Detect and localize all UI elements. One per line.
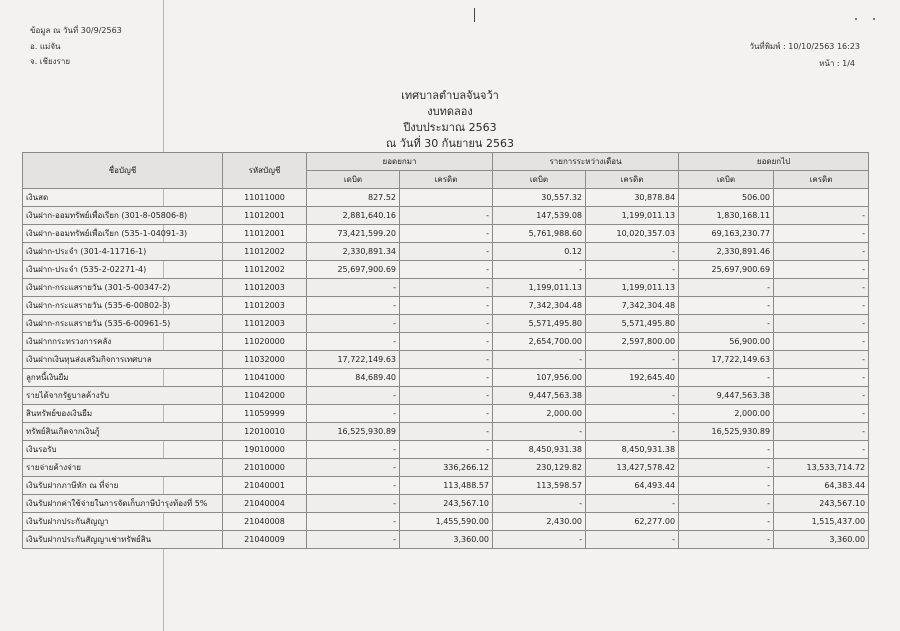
cell-during-credit: 30,878.84	[586, 189, 679, 207]
cell-during-debit: 5,571,495.80	[493, 315, 586, 333]
cell-closing-debit: 25,697,900.69	[679, 261, 774, 279]
cell-during-debit: 2,654,700.00	[493, 333, 586, 351]
cell-opening-debit: -	[307, 459, 400, 477]
cell-account-name: รายจ่ายค้างจ่าย	[23, 459, 223, 477]
cell-during-credit: -	[586, 387, 679, 405]
cell-during-credit: 2,597,800.00	[586, 333, 679, 351]
cell-during-debit: -	[493, 531, 586, 549]
cell-account-name: เงินรับฝากประกันสัญญา	[23, 513, 223, 531]
cell-account-code: 21040004	[223, 495, 307, 513]
cell-opening-debit: -	[307, 279, 400, 297]
cell-during-debit: 230,129.82	[493, 459, 586, 477]
cell-during-credit: -	[586, 261, 679, 279]
cell-during-credit: -	[586, 423, 679, 441]
cell-opening-debit: -	[307, 477, 400, 495]
cell-during-debit: 2,430.00	[493, 513, 586, 531]
scan-dot	[855, 18, 857, 20]
table-row	[23, 405, 869, 423]
cell-during-credit: 13,427,578.42	[586, 459, 679, 477]
cell-during-debit: 0.12	[493, 243, 586, 261]
cell-account-name: เงินรับฝากประกันสัญญาเช่าทรัพย์สิน	[23, 531, 223, 549]
col-account-name: ชื่อบัญชี	[23, 153, 223, 189]
cell-closing-credit: 3,360.00	[774, 531, 869, 549]
cell-during-debit: 113,598.57	[493, 477, 586, 495]
cell-opening-credit: -	[400, 423, 493, 441]
cell-account-name: เงินรอรับ	[23, 441, 223, 459]
cell-account-code: 11012003	[223, 279, 307, 297]
cell-opening-credit: -	[400, 279, 493, 297]
cell-closing-credit: -	[774, 387, 869, 405]
data-date: ข้อมูล ณ วันที่ 30/9/2563	[30, 26, 122, 35]
col-opening: ยอดยกมา	[307, 153, 493, 171]
cell-account-code: 11041000	[223, 369, 307, 387]
report-title: งบทดลอง	[427, 105, 473, 118]
col-closing: ยอดยกไป	[679, 153, 869, 171]
cell-closing-debit: -	[679, 477, 774, 495]
cell-opening-credit: -	[400, 441, 493, 459]
cell-opening-credit: -	[400, 297, 493, 315]
cell-opening-debit: -	[307, 405, 400, 423]
cell-during-debit: 1,199,011.13	[493, 279, 586, 297]
cell-opening-credit: 243,567.10	[400, 495, 493, 513]
col-during-credit: เครดิต	[586, 171, 679, 189]
cell-during-debit: 30,557.32	[493, 189, 586, 207]
cell-account-code: 11012001	[223, 207, 307, 225]
cell-opening-credit: -	[400, 243, 493, 261]
cell-closing-credit: 64,383.44	[774, 477, 869, 495]
cell-during-credit: 7,342,304.48	[586, 297, 679, 315]
cell-closing-debit: 69,163,230.77	[679, 225, 774, 243]
col-opening-debit: เดบิต	[307, 171, 400, 189]
cell-closing-credit: 243,567.10	[774, 495, 869, 513]
cell-account-code: 12010010	[223, 423, 307, 441]
cell-closing-debit: 17,722,149.63	[679, 351, 774, 369]
cell-closing-credit: -	[774, 297, 869, 315]
cell-closing-debit: -	[679, 315, 774, 333]
cell-closing-credit	[774, 189, 869, 207]
cell-closing-credit: -	[774, 351, 869, 369]
trial-balance-table	[22, 152, 869, 549]
cell-closing-credit: -	[774, 207, 869, 225]
cell-closing-debit: 506.00	[679, 189, 774, 207]
cell-closing-credit: 1,515,437.00	[774, 513, 869, 531]
cell-opening-debit: 84,689.40	[307, 369, 400, 387]
cell-opening-credit: -	[400, 333, 493, 351]
cell-opening-credit: 1,455,590.00	[400, 513, 493, 531]
cell-closing-credit: -	[774, 243, 869, 261]
cell-account-name: เงินฝากกระทรวงการคลัง	[23, 333, 223, 351]
cell-opening-credit: -	[400, 315, 493, 333]
cell-closing-debit: 2,330,891.46	[679, 243, 774, 261]
cell-closing-credit: -	[774, 315, 869, 333]
cell-closing-debit: 56,900.00	[679, 333, 774, 351]
cell-closing-debit: 1,830,168.11	[679, 207, 774, 225]
cell-during-debit: -	[493, 423, 586, 441]
table-row	[23, 315, 869, 333]
cell-account-name: เงินรับฝากค่าใช้จ่ายในการจัดเก็บภาษีบำรุงท้องที่ 5%	[23, 495, 223, 513]
cell-opening-debit: -	[307, 333, 400, 351]
col-closing-credit: เครดิต	[774, 171, 869, 189]
cell-opening-debit: -	[307, 315, 400, 333]
cell-during-debit: 9,447,563.38	[493, 387, 586, 405]
cell-closing-debit: -	[679, 369, 774, 387]
cell-closing-credit: -	[774, 369, 869, 387]
col-during-debit: เดบิต	[493, 171, 586, 189]
table-row	[23, 477, 869, 495]
table-row	[23, 387, 869, 405]
table-row	[23, 297, 869, 315]
table-row	[23, 423, 869, 441]
print-date: วันที่พิมพ์ : 10/10/2563 16:23	[749, 42, 860, 51]
cell-closing-debit: 2,000.00	[679, 405, 774, 423]
district: อ. แม่จัน	[30, 42, 61, 51]
cell-during-debit: 5,761,988.60	[493, 225, 586, 243]
cell-closing-debit: -	[679, 531, 774, 549]
scan-mark	[474, 8, 475, 22]
cell-closing-debit: -	[679, 495, 774, 513]
cell-account-name: เงินฝากเงินทุนส่งเสริมกิจการเทศบาล	[23, 351, 223, 369]
cell-during-credit: -	[586, 243, 679, 261]
cell-during-credit: 1,199,011.13	[586, 207, 679, 225]
cell-closing-debit: 16,525,930.89	[679, 423, 774, 441]
cell-account-name: ทรัพย์สินเกิดจากเงินกู้	[23, 423, 223, 441]
table-row	[23, 351, 869, 369]
cell-opening-debit: 17,722,149.63	[307, 351, 400, 369]
cell-during-debit: 8,450,931.38	[493, 441, 586, 459]
cell-account-code: 11059999	[223, 405, 307, 423]
cell-account-code: 11012002	[223, 261, 307, 279]
cell-closing-credit: -	[774, 333, 869, 351]
cell-account-name: ลูกหนี้เงินยืม	[23, 369, 223, 387]
cell-closing-credit: -	[774, 441, 869, 459]
cell-account-code: 11020000	[223, 333, 307, 351]
cell-during-debit: 7,342,304.48	[493, 297, 586, 315]
cell-closing-debit: 9,447,563.38	[679, 387, 774, 405]
cell-opening-credit: -	[400, 207, 493, 225]
cell-opening-debit: -	[307, 441, 400, 459]
cell-during-debit: 147,539.08	[493, 207, 586, 225]
cell-account-name: รายได้จากรัฐบาลค้างรับ	[23, 387, 223, 405]
cell-during-credit: 10,020,357.03	[586, 225, 679, 243]
province: จ. เชียงราย	[30, 57, 71, 66]
cell-closing-debit: -	[679, 279, 774, 297]
cell-opening-credit: -	[400, 387, 493, 405]
cell-account-code: 21010000	[223, 459, 307, 477]
cell-account-code: 11042000	[223, 387, 307, 405]
cell-during-debit: -	[493, 351, 586, 369]
cell-account-name: เงินฝาก-ออมทรัพย์เพื่อเรียก (301-8-05806-8)	[23, 207, 223, 225]
cell-opening-credit: -	[400, 261, 493, 279]
cell-account-code: 21040001	[223, 477, 307, 495]
cell-opening-credit: 336,266.12	[400, 459, 493, 477]
page-number: หน้า : 1/4	[819, 59, 855, 68]
table-row	[23, 189, 869, 207]
cell-account-code: 11012003	[223, 315, 307, 333]
cell-opening-debit: -	[307, 387, 400, 405]
cell-opening-credit: 113,488.57	[400, 477, 493, 495]
cell-closing-debit: -	[679, 297, 774, 315]
cell-opening-credit: -	[400, 369, 493, 387]
fiscal-year: ปีงบประมาณ 2563	[403, 121, 497, 134]
cell-account-name: สินทรัพย์ของเงินยืม	[23, 405, 223, 423]
cell-during-credit: 62,277.00	[586, 513, 679, 531]
cell-during-credit: -	[586, 405, 679, 423]
table-row	[23, 261, 869, 279]
cell-account-name: เงินฝาก-ออมทรัพย์เพื่อเรียก (535-1-04091-3)	[23, 225, 223, 243]
cell-account-code: 11032000	[223, 351, 307, 369]
cell-account-code: 19010000	[223, 441, 307, 459]
table-row	[23, 459, 869, 477]
scan-dot	[873, 18, 875, 20]
cell-closing-credit: -	[774, 423, 869, 441]
cell-during-debit: 2,000.00	[493, 405, 586, 423]
cell-account-name: เงินฝาก-กระแสรายวัน (535-6-00961-5)	[23, 315, 223, 333]
cell-account-code: 11012002	[223, 243, 307, 261]
cell-closing-credit: -	[774, 261, 869, 279]
cell-opening-debit: 2,881,640.16	[307, 207, 400, 225]
table-row	[23, 207, 869, 225]
cell-account-name: เงินสด	[23, 189, 223, 207]
cell-during-credit: 1,199,011.13	[586, 279, 679, 297]
table-row	[23, 225, 869, 243]
cell-during-credit: 5,571,495.80	[586, 315, 679, 333]
cell-during-credit: -	[586, 495, 679, 513]
table-row	[23, 513, 869, 531]
cell-during-debit: -	[493, 261, 586, 279]
cell-opening-credit: -	[400, 405, 493, 423]
table-row	[23, 279, 869, 297]
cell-closing-debit: -	[679, 513, 774, 531]
table-row	[23, 495, 869, 513]
cell-closing-credit: -	[774, 405, 869, 423]
cell-closing-debit: -	[679, 441, 774, 459]
cell-opening-debit: -	[307, 513, 400, 531]
cell-during-credit: 192,645.40	[586, 369, 679, 387]
cell-opening-debit: 2,330,891.34	[307, 243, 400, 261]
cell-account-name: เงินฝาก-ประจำ (301-4-11716-1)	[23, 243, 223, 261]
cell-opening-debit: 16,525,930.89	[307, 423, 400, 441]
table-row	[23, 531, 869, 549]
cell-opening-credit: 3,360.00	[400, 531, 493, 549]
col-opening-credit: เครดิต	[400, 171, 493, 189]
table-row	[23, 333, 869, 351]
cell-during-debit: 107,956.00	[493, 369, 586, 387]
cell-account-code: 21040009	[223, 531, 307, 549]
cell-opening-debit: -	[307, 531, 400, 549]
table-row	[23, 243, 869, 261]
cell-closing-credit: -	[774, 225, 869, 243]
cell-opening-credit: -	[400, 351, 493, 369]
cell-opening-debit: -	[307, 495, 400, 513]
cell-account-name: เงินรับฝากภาษีหัก ณ ที่จ่าย	[23, 477, 223, 495]
cell-account-code: 11011000	[223, 189, 307, 207]
cell-closing-debit: -	[679, 459, 774, 477]
cell-account-name: เงินฝาก-ประจำ (535-2-02271-4)	[23, 261, 223, 279]
cell-during-credit: -	[586, 351, 679, 369]
cell-during-credit: -	[586, 531, 679, 549]
col-closing-debit: เดบิต	[679, 171, 774, 189]
as-of-date: ณ วันที่ 30 กันยายน 2563	[386, 137, 514, 150]
table-row	[23, 369, 869, 387]
cell-opening-debit: 25,697,900.69	[307, 261, 400, 279]
cell-opening-credit: -	[400, 225, 493, 243]
cell-account-code: 21040008	[223, 513, 307, 531]
cell-account-code: 11012003	[223, 297, 307, 315]
cell-closing-credit: -	[774, 279, 869, 297]
org-title: เทศบาลตำบลจันจว้า	[401, 89, 499, 102]
cell-during-debit: -	[493, 495, 586, 513]
col-during: รายการระหว่างเดือน	[493, 153, 679, 171]
cell-account-name: เงินฝาก-กระแสรายวัน (535-6-00802-3)	[23, 297, 223, 315]
col-account-code: รหัสบัญชี	[223, 153, 307, 189]
cell-opening-debit: -	[307, 297, 400, 315]
cell-opening-debit: 73,421,599.20	[307, 225, 400, 243]
table-row	[23, 441, 869, 459]
cell-opening-credit	[400, 189, 493, 207]
cell-opening-debit: 827.52	[307, 189, 400, 207]
cell-account-name: เงินฝาก-กระแสรายวัน (301-5-00347-2)	[23, 279, 223, 297]
cell-during-credit: 64,493.44	[586, 477, 679, 495]
cell-during-credit: 8,450,931.38	[586, 441, 679, 459]
cell-account-code: 11012001	[223, 225, 307, 243]
cell-closing-credit: 13,533,714.72	[774, 459, 869, 477]
